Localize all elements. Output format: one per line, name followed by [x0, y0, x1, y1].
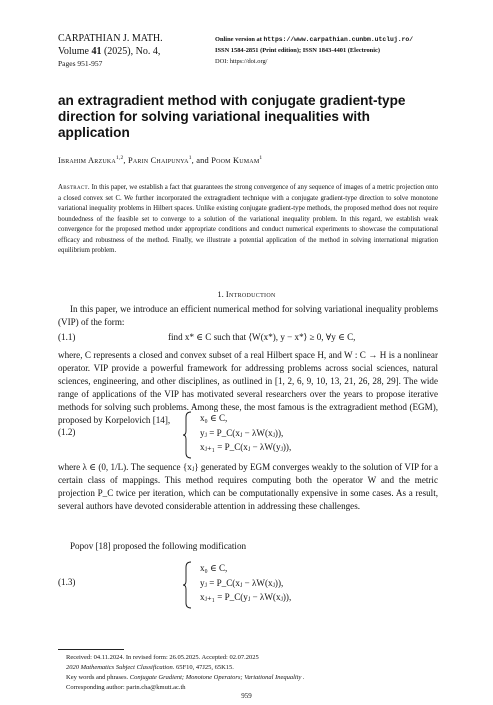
equation-1-3-line: x₀ ∈ C, — [200, 563, 228, 573]
equation-1-2-cases — [200, 411, 291, 455]
abstract-text: In this paper, we establish a fact that guarantees the strong convergence of any sequence of images of a metric projection onto a closed convex set C. We further incorporated the extragradient technique with a conjugate gradient-type direction to solve monotone variational inequality problems in Hilbert spaces. Unlike existing conjugate gradient-type methods, the proposed method does not require boundedness of the feasible set to converge to a solution of the variational inequality problem. In this regard, we establish weak convergence for the proposed method under appropriate conditions and conduct numerical experiments to showcase the computational efficacy and robustness of the method. Finally, we illustrate a potential application of the method in solving international migration equilibrium problem. — [58, 184, 438, 254]
equation-1-3-cases — [200, 561, 291, 605]
equation-1-2-brace — [183, 411, 193, 459]
journal-volume: Volume 41 (2025), No. 4, — [58, 46, 161, 57]
equation-1-3-label: (1.3) — [58, 577, 76, 587]
online-info — [215, 34, 413, 67]
equation-1-1: find x* ∈ C such that ⟨W(x*), y − x*⟩ ≥ 0, ∀y ∈ C, — [168, 332, 356, 342]
author-3: Poom Kumam — [211, 155, 260, 165]
section-heading: 1. Introduction — [217, 289, 276, 299]
intro-paragraph-1: In this paper, we introduce an efficient numerical method for solving variational inequality problems (VIP) of the form: — [58, 304, 438, 327]
journal-header — [58, 32, 163, 69]
doi-line[interactable]: DOI: https://doi.org/ — [215, 58, 268, 65]
online-version: Online version at https://www.carpathian.cunbm.utcluj.ro/ — [215, 36, 414, 43]
abstract-label: Abstract. — [58, 184, 90, 191]
equation-1-2-line: yⱼ = P_C(xⱼ − λW(xⱼ)), — [200, 427, 284, 438]
journal-name: CARPATHIAN J. MATH. — [58, 33, 163, 44]
page-number: 959 — [241, 692, 252, 700]
online-url-link[interactable]: https://www.carpathian.cunbm.utcluj.ro/ — [263, 36, 414, 43]
equation-1-2-line: x₀ ∈ C, — [200, 413, 228, 423]
equation-1-3-line: yⱼ = P_C(xⱼ − λW(xⱼ)), — [200, 577, 284, 588]
paper-title: an extragradient method with conjugate gradient-type direction for solving variational inequalities with application — [58, 93, 406, 140]
equation-1-3-brace — [183, 561, 193, 609]
author-2: Parin Chaipunya — [128, 155, 189, 165]
footnote-keywords: Key words and phrases. Conjugate Gradient; Monotone Operators; Variational Inequality . — [66, 674, 305, 681]
footnote-corresponding: Corresponding author: parin.cha@kmutt.ac.th — [66, 684, 186, 691]
footnote-received: Received: 04.11.2024. In revised form: 26.05.2025. Accepted: 02.07.2025 — [66, 654, 259, 661]
intro-paragraph-2: where, C represents a closed and convex subset of a real Hilbert space H, and W : C → H is a nonlinear operator. VIP provide a powerful framework for addressing problems across social sciences, natural sciences, engineering, and other disciplines, as outlined in [1, 2, 6, 9, 10, 13, 21, 26, 28, 29]. The wide range of applications of the VIP has motivated several researchers over the years to propose iterative methods for solving such problems. Among these, the most famous is the extragradient method (EGM), proposed by Korpelovich [14], — [58, 350, 438, 425]
author-1: Ibrahim Arzuka — [58, 155, 116, 165]
equation-1-2-label: (1.2) — [58, 427, 76, 437]
footnote-rule — [58, 649, 124, 650]
equation-1-1-label: (1.1) — [58, 332, 76, 342]
equation-1-3-line: xⱼ₊₁ = P_C(yⱼ − λW(xⱼ)), — [200, 592, 292, 602]
intro-paragraph-3: where λ ∈ (0, 1/L). The sequence {xⱼ} generated by EGM converges weakly to the solution of VIP for a certain class of mappings. This method requires computing both the operator W and the metric projection P_C twice per iteration, which can be computationally expensive in some cases. As a result, several authors have devoted considerable attention in addressing these challenges. — [58, 462, 438, 511]
equation-1-2-line: xⱼ₊₁ = P_C(xⱼ − λW(yⱼ)), — [200, 442, 292, 452]
intro-paragraph-4: Popov [18] proposed the following modification — [70, 541, 247, 551]
issn-line: ISSN 1584-2851 (Print edition); ISSN 1843-4401 (Electronic) — [215, 47, 380, 54]
journal-pages: Pages 951-957 — [58, 59, 103, 68]
abstract — [58, 183, 438, 257]
footnote-msc: 2020 Mathematics Subject Classification. 65F10, 47J25, 65K15. — [66, 664, 234, 671]
author-list: Ibrahim Arzuka$^{1,2}$, Parin Chaipunya$^1$, and Poom Kumam$^1$ — [58, 155, 263, 165]
